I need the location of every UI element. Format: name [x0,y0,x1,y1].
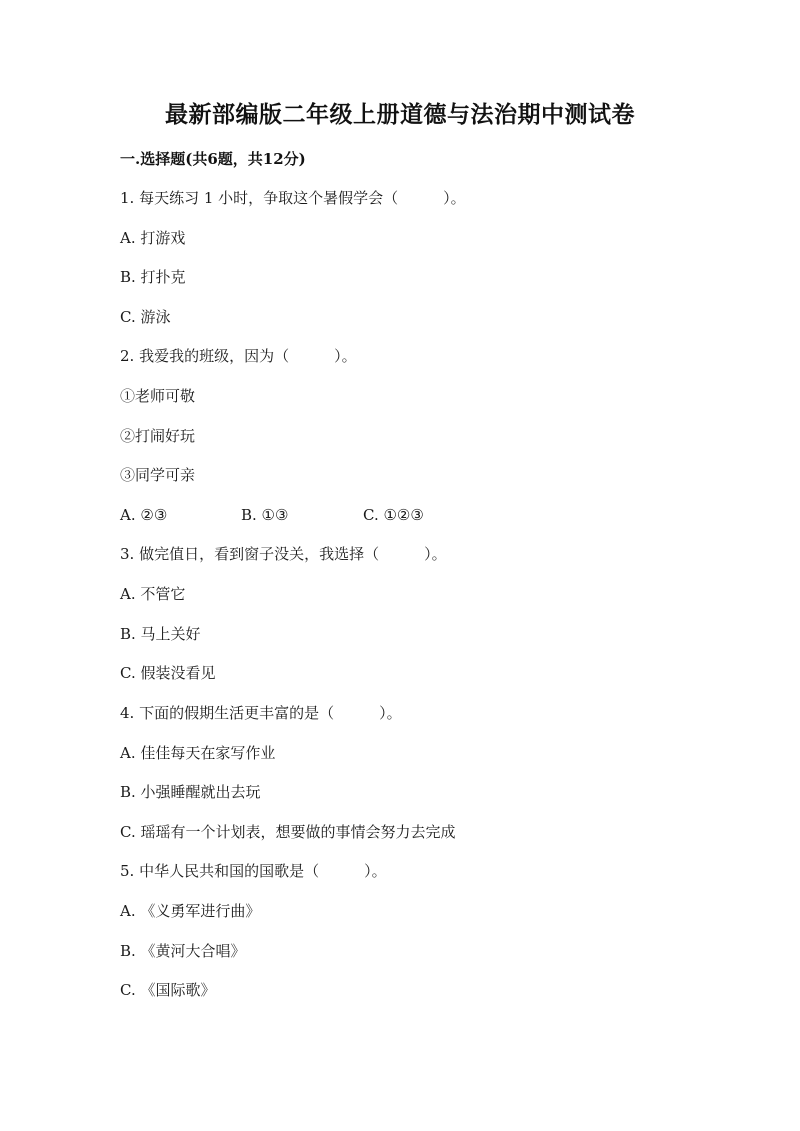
question-2-option-c: C. ①②③ [363,506,424,524]
question-2-item-3: ③同学可亲 [120,466,196,484]
question-1-option-a: A. 打游戏 [120,229,186,247]
question-2-option-b: B. ①③ [241,506,289,524]
question-2-options [120,505,520,525]
question-2-option-a: A. ②③ [120,506,168,524]
question-3-option-b: B. 马上关好 [120,625,201,643]
question-5-option-b: B. 《黄河大合唱》 [120,942,246,960]
question-4-option-c: C. 瑶瑶有一个计划表，想要做的事情会努力去完成 [120,823,456,841]
question-2-item-2: ②打闹好玩 [120,427,196,445]
question-4-option-b: B. 小强睡醒就出去玩 [120,783,261,801]
question-3-stem: 3. 做完值日，看到窗子没关，我选择（ ）。 [120,545,447,563]
question-2-item-1: ①老师可敬 [120,387,196,405]
question-2-stem: 2. 我爱我的班级，因为（ ）。 [120,347,357,365]
question-5-option-c: C. 《国际歌》 [120,981,216,999]
question-5-stem: 5. 中华人民共和国的国歌是（ ）。 [120,862,387,880]
section-heading: 一.选择题(共6题，共12分) [120,150,306,168]
question-1-option-b: B. 打扑克 [120,268,186,286]
question-3-option-c: C. 假装没看见 [120,664,216,682]
question-4-option-a: A. 佳佳每天在家写作业 [120,744,276,762]
question-5-option-a: A. 《义勇军进行曲》 [120,902,261,920]
page-title: 最新部编版二年级上册道德与法治期中测试卷 [165,101,635,128]
question-4-stem: 4. 下面的假期生活更丰富的是（ ）。 [120,704,402,722]
question-3-option-a: A. 不管它 [120,585,186,603]
question-1-stem: 1. 每天练习 1 小时，争取这个暑假学会（ ）。 [120,189,466,207]
question-1-option-c: C. 游泳 [120,308,171,326]
